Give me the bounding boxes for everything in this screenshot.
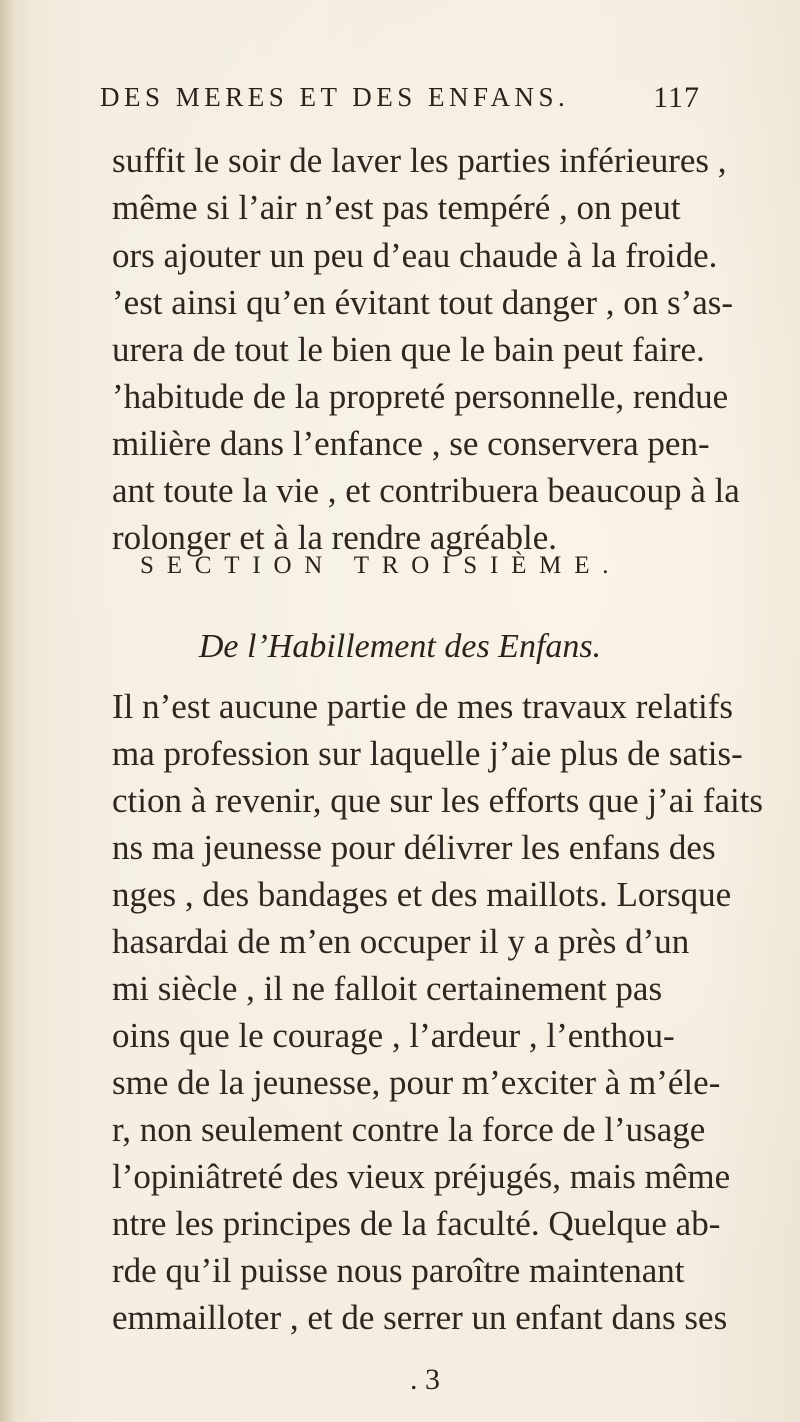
text-line: r, non seulement contre la force de l’usage bbox=[112, 1110, 706, 1149]
running-title: DES MERES ET DES ENFANS. bbox=[100, 82, 570, 112]
text-line: rde qu’il puisse nous paroître maintenant bbox=[112, 1251, 685, 1290]
text-line: emmailloter , et de serrer un enfant dans ses bbox=[112, 1298, 728, 1337]
signature-mark: . 3 bbox=[410, 1363, 440, 1396]
text-line: nges , des bandages et des maillots. Lorsque bbox=[112, 875, 732, 914]
page-gutter bbox=[0, 0, 14, 1422]
text-line: mi siècle , il ne falloit certainement pas bbox=[112, 969, 663, 1008]
text-line: Il n’est aucune partie de mes travaux relatifs bbox=[112, 687, 733, 726]
text-line: ma profession sur laquelle j’aie plus de satis- bbox=[112, 734, 743, 773]
text-line: suffit le soir de laver les parties inférieures , bbox=[112, 141, 727, 180]
section-heading: SECTION TROISIÈME. bbox=[140, 552, 622, 579]
text-line: même si l’air n’est pas tempéré , on peut bbox=[112, 188, 681, 227]
text-line: ction à revenir, que sur les efforts que j’ai faits bbox=[112, 781, 764, 820]
text-line: oins que le courage , l’ardeur , l’enthou- bbox=[112, 1016, 675, 1055]
text-line: ’habitude de la propreté personnelle, rendue bbox=[112, 377, 729, 416]
text-line: l’opiniâtreté des vieux préjugés, mais même bbox=[112, 1157, 731, 1196]
text-line: urera de tout le bien que le bain peut faire. bbox=[112, 330, 705, 369]
section-subtitle: De l’Habillement des Enfans. bbox=[198, 628, 602, 665]
page-number: 117 bbox=[653, 81, 700, 114]
text-line: ntre les principes de la faculté. Quelque ab- bbox=[112, 1204, 721, 1243]
text-line: ’est ainsi qu’en évitant tout danger , on s’as- bbox=[112, 283, 734, 322]
text-line: sme de la jeunesse, pour m’exciter à m’éle- bbox=[112, 1063, 721, 1102]
text-line: hasardai de m’en occuper il y a près d’un bbox=[112, 922, 690, 961]
text-line: ors ajouter un peu d’eau chaude à la froide. bbox=[112, 236, 718, 275]
text-line: milière dans l’enfance , se conservera pen- bbox=[112, 424, 710, 463]
text-line: ns ma jeunesse pour délivrer les enfans des bbox=[112, 828, 716, 867]
text-line: ant toute la vie , et contribuera beaucoup à la bbox=[112, 471, 740, 510]
running-head bbox=[100, 82, 700, 122]
text-line: rolonger et à la rendre agréable. bbox=[112, 518, 558, 557]
